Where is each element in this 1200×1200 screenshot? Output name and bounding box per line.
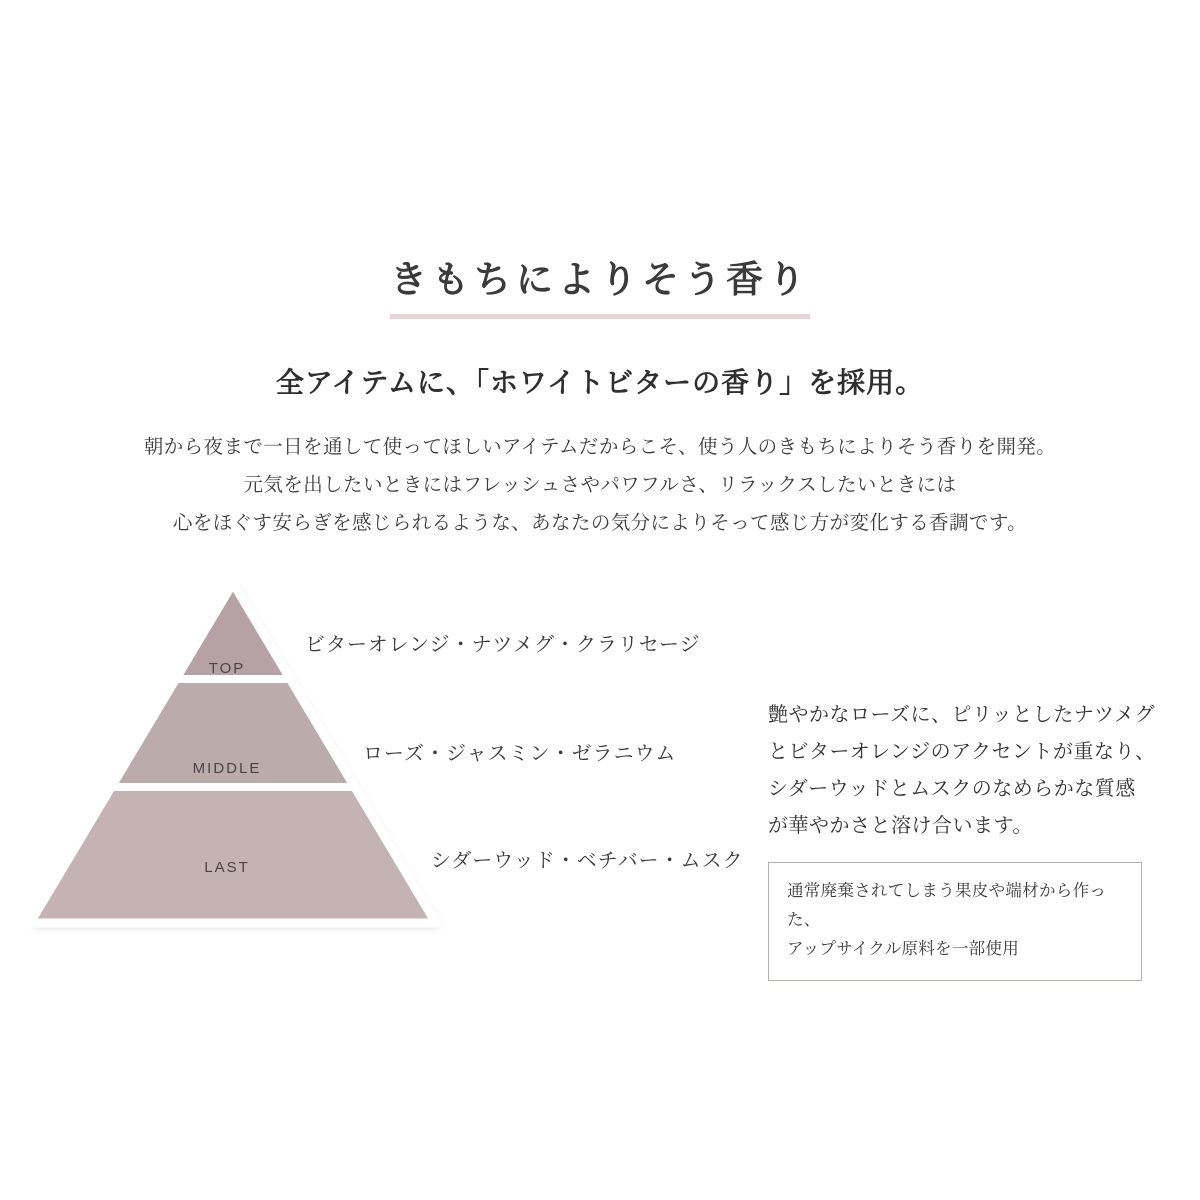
lead-line-2: 元気を出したいときにはフレッシュさやパワフルさ、リラックスしたいときには [243, 474, 957, 497]
pyramid-label-top: TOP [208, 660, 246, 677]
lead-paragraph [0, 428, 1200, 542]
callout-line-1: 通常廃棄されてしまう果皮や端材から作った、 [787, 882, 1107, 929]
pyramid-label-middle: MIDDLE [192, 760, 262, 777]
page-title-block [0, 258, 1200, 319]
lead-line-3: 心をほぐす安らぎを感じられるような、あなたの気分によりそって感じ方が変化する香調です。 [172, 512, 1028, 535]
callout-line-2: アップサイクル原料を一部使用 [787, 939, 1020, 958]
pyramid-label-last: LAST [204, 859, 250, 876]
scent-description [768, 697, 1188, 845]
notes-last: シダーウッド・ベチバー・ムスク [431, 850, 744, 872]
description-line-1: 艶やかなローズに、ピリッとしたナツメグ [768, 704, 1156, 726]
description-line-4: が華やかさと溶け合います。 [768, 815, 1033, 837]
lead-line-1: 朝から夜まで一日を通して使ってほしいアイテムだからこそ、使う人のきもちによりそう香りを開発。 [143, 436, 1057, 458]
upcycle-callout [768, 862, 1142, 981]
notes-top: ビターオレンジ・ナツメグ・クラリセージ [305, 634, 701, 656]
page-subtitle: 全アイテムに、「ホワイトビターの香り」を採用。 [275, 367, 925, 398]
notes-middle: ローズ・ジャスミン・ゼラニウム [363, 743, 677, 765]
description-line-3: シダーウッドとムスクのなめらかな質感 [768, 778, 1136, 800]
description-line-2: とビターオレンジのアクセントが重なり、 [768, 741, 1156, 763]
page-title: きもちによりそう香り [390, 258, 810, 319]
